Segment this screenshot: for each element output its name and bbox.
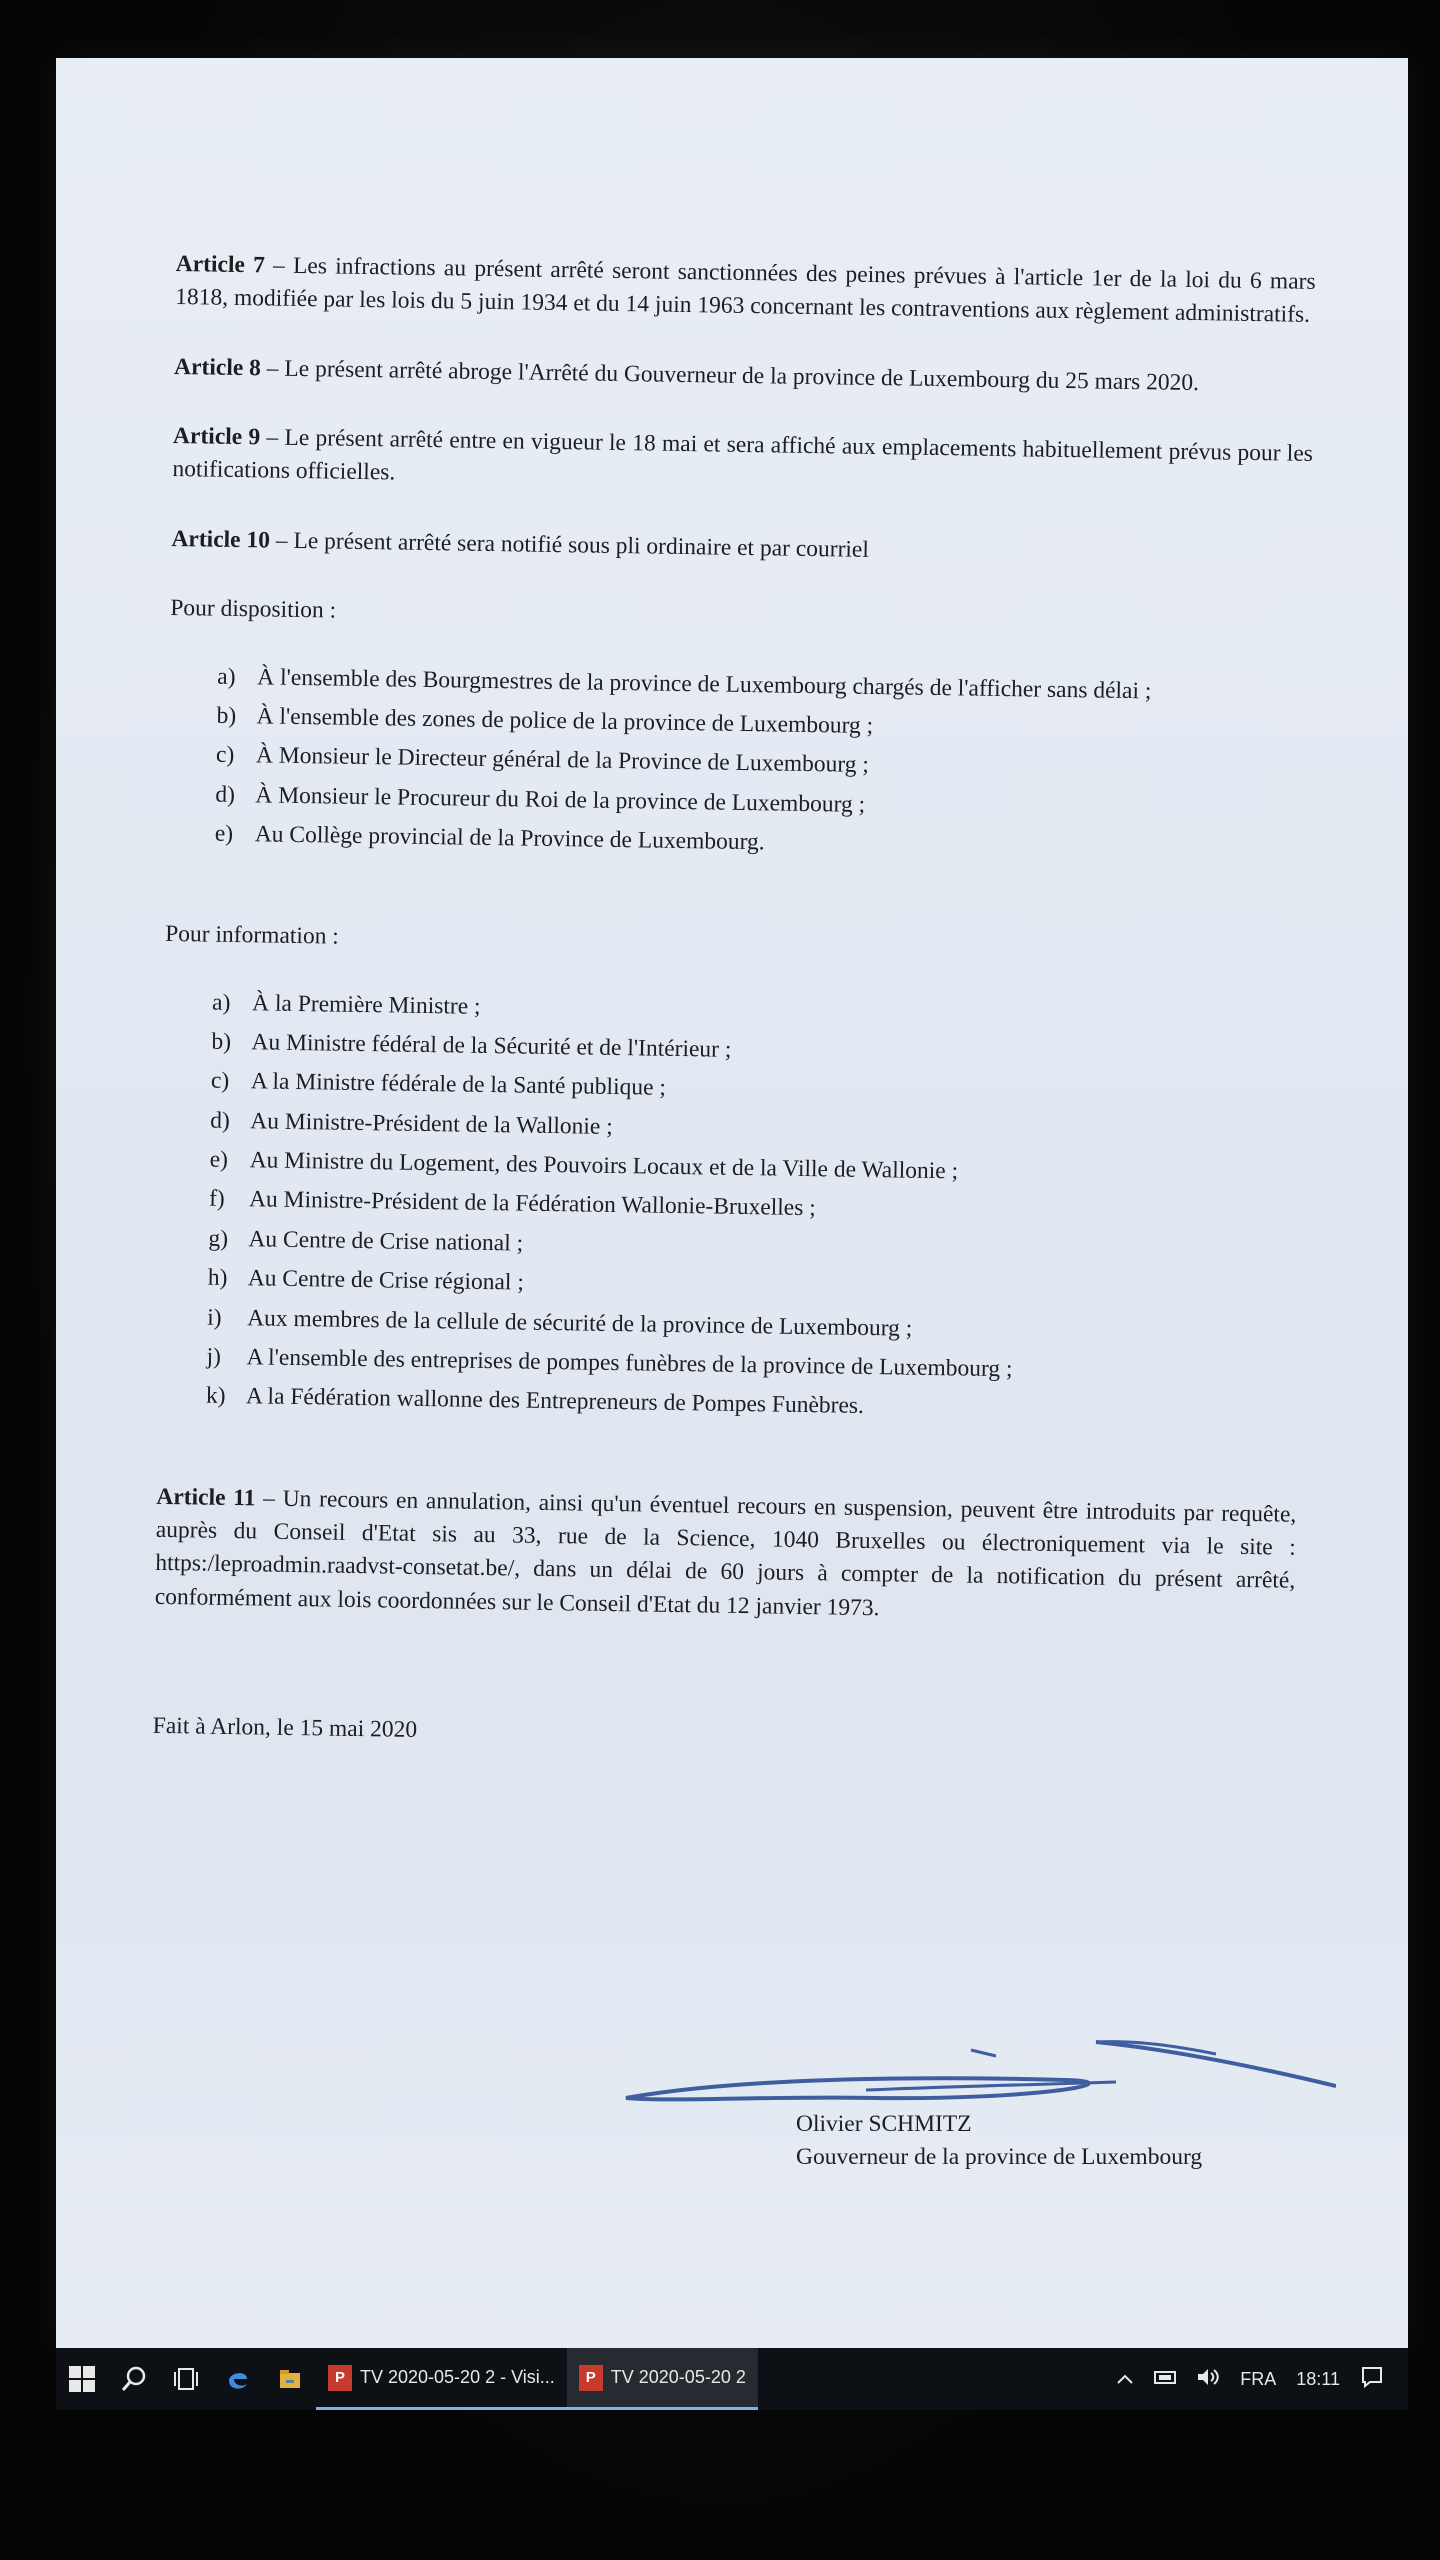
handwritten-signature (616, 1998, 1336, 2118)
list-item-text: Aux membres de la cellule de sécurité de la province de Luxembourg ; (247, 1304, 913, 1342)
list-item-text: Au Centre de Crise national ; (248, 1226, 524, 1257)
taskbar-app-presentation[interactable] (567, 2348, 758, 2410)
edge-browser-icon[interactable] (212, 2348, 264, 2410)
article-10-label: Article 10 (171, 525, 271, 554)
disposition-heading: Pour disposition : (170, 595, 337, 624)
signer-title: Gouverneur de la province de Luxembourg (796, 2144, 1203, 2171)
list-marker: f) (208, 1186, 225, 1213)
article-9 (172, 420, 1313, 505)
list-item-text: A la Ministre fédérale de la Santé publique ; (250, 1068, 667, 1102)
article-8-label: Article 8 (173, 353, 262, 382)
list-marker: a) (211, 989, 231, 1016)
article-7-text: – Les infractions au présent arrêté seront sanctionnées des peines prévues à l'article 1er de la loi du 6 mars 1818, modifiée par les lois du 5 juin 1934 et du 14 juin 1963 concernant les contraventions aux règlement administratifs. (175, 252, 1316, 329)
list-item-text: Au Centre de Crise régional ; (247, 1265, 525, 1296)
list-marker: e) (209, 1146, 229, 1174)
information-list (206, 986, 1305, 1430)
network-icon[interactable] (1154, 2369, 1176, 2390)
volume-icon[interactable] (1196, 2367, 1220, 2392)
list-marker: g) (208, 1225, 229, 1252)
list-item-text: A la Fédération wallonne des Entrepreneurs de Pompes Funèbres. (245, 1383, 865, 1420)
list-marker: k) (205, 1382, 226, 1410)
document-page (152, 248, 1316, 1797)
article-7-label: Article 7 (175, 250, 266, 279)
file-explorer-icon[interactable] (264, 2348, 316, 2410)
list-item-text: Au Ministre du Logement, des Pouvoirs Locaux et de la Ville de Wallonie ; (249, 1147, 959, 1185)
article-7 (175, 248, 1316, 333)
taskbar-app-viewer-label: TV 2020-05-20 2 - Visi... (360, 2367, 555, 2387)
list-item-text: Au Ministre fédéral de la Sécurité et de l'Intérieur ; (251, 1029, 732, 1063)
list-item-text: À Monsieur le Procureur du Roi de la province de Luxembourg ; (255, 781, 866, 818)
chevron-up-icon[interactable] (1116, 2369, 1134, 2390)
article-11 (155, 1480, 1297, 1631)
windows-start-icon[interactable] (56, 2348, 108, 2410)
list-item-text: À l'ensemble des zones de police de la province de Luxembourg ; (256, 703, 874, 739)
list-item-text: Au Ministre-Président de la Fédération Wallonie-Bruxelles ; (248, 1186, 816, 1222)
taskbar-app-viewer[interactable] (316, 2348, 567, 2410)
language-indicator[interactable]: FRA (1240, 2368, 1277, 2389)
signer-block (796, 2108, 1202, 2175)
list-marker: c) (215, 741, 235, 769)
list-marker: b) (211, 1028, 232, 1055)
article-11-text: – Un recours en annulation, ainsi qu'un éventuel recours en suspension, peuvent être introduits par requête, auprès du Conseil d'Etat sis au 33, rue de la Science, 1040 Bruxelles ou électroniquement via le site : https:/leproadmin.raadvst-consetat.be/, dans un délai de 60 jours à compter de la notification du présent arrêté, conformément aux lois coordonnées sur le Conseil d'Etat du 12 janvier 1973. (154, 1485, 1297, 1621)
taskbar-app-presentation-label: TV 2020-05-20 2 (610, 2367, 746, 2387)
list-marker: h) (207, 1264, 228, 1292)
notification-icon[interactable] (1360, 2365, 1384, 2394)
powerpoint-icon: P (328, 2365, 352, 2391)
article-8-text: – Le présent arrêté abroge l'Arrêté du Gouverneur de la province de Luxembourg du 25 mars 2020. (260, 355, 1200, 396)
article-10-text: – Le présent arrêté sera notifié sous pli ordinaire et par courriel (269, 527, 870, 563)
signer-name: Olivier SCHMITZ (796, 2111, 972, 2137)
clock[interactable]: 18:11 (1296, 2368, 1340, 2389)
article-10 (171, 523, 1311, 574)
article-8 (174, 351, 1314, 402)
list-item-text: À l'ensemble des Bourgmestres de la province de Luxembourg chargés de l'afficher sans délai ; (257, 663, 1152, 704)
information-heading: Pour information : (165, 921, 340, 950)
article-11-label: Article 11 (156, 1483, 256, 1512)
list-item-text: Au Collège provincial de la Province de Luxembourg. (254, 821, 765, 856)
task-view-icon[interactable] (160, 2348, 212, 2410)
article-9-label: Article 9 (172, 423, 261, 451)
place-date: Fait à Arlon, le 15 mai 2020 (152, 1712, 418, 1744)
article-9-text: – Le présent arrêté entre en vigueur le 18 mai et sera affiché aux emplacements habituellement prévus pour les notifications officielles. (172, 424, 1314, 486)
list-marker: a) (217, 663, 236, 690)
list-marker: i) (207, 1304, 222, 1331)
system-tray (1106, 2348, 1408, 2410)
list-item-text: À la Première Ministre ; (251, 989, 481, 1020)
document-viewer[interactable] (56, 58, 1408, 2348)
powerpoint-icon: P (579, 2365, 603, 2391)
list-marker: e) (214, 820, 234, 847)
search-icon[interactable] (108, 2348, 160, 2410)
windows-taskbar (56, 2348, 1408, 2410)
list-item-text: À Monsieur le Directeur général de la Province de Luxembourg ; (255, 742, 870, 779)
list-marker: d) (215, 781, 236, 808)
disposition-list (215, 660, 1310, 868)
list-marker: b) (216, 702, 237, 729)
list-item-text: A l'ensemble des entreprises de pompes funèbres de la province de Luxembourg ; (246, 1344, 1013, 1383)
list-marker: j) (206, 1343, 222, 1370)
list-marker: d) (210, 1107, 231, 1134)
list-item-text: Au Ministre-Président de la Wallonie ; (250, 1108, 613, 1140)
list-marker: c) (210, 1068, 230, 1095)
